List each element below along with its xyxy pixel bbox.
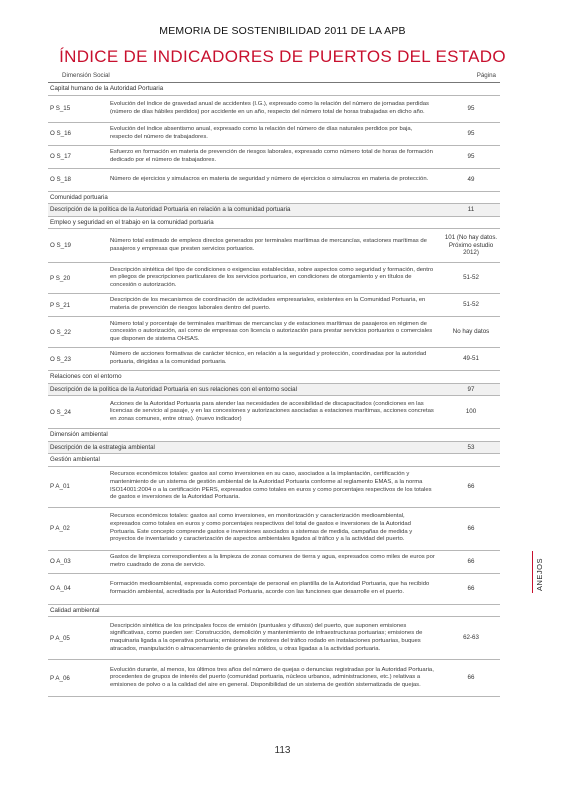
indicator-row	[48, 169, 500, 192]
indicator-page: 95	[467, 152, 475, 160]
indicator-page: 49	[467, 175, 475, 183]
indicator-code: O S_18	[50, 176, 71, 183]
section-row	[48, 384, 500, 397]
indicator-row	[48, 508, 500, 551]
indicator-page: 66	[467, 524, 475, 532]
indicator-table	[48, 83, 500, 697]
indicator-page: 100	[465, 408, 477, 416]
indicator-page: 101 (No hay datos. Próximo estudio 2012)	[444, 234, 498, 257]
section-row	[48, 454, 500, 467]
indicator-row	[48, 146, 500, 169]
page-number: 113	[274, 745, 291, 756]
section-label: Descripción de la política de la Autoridad Portuaria en relación a la comunidad portuaria	[50, 206, 291, 214]
indicator-code: O A_03	[50, 558, 71, 565]
indicator-page: 95	[467, 129, 475, 137]
indicator-description: Recursos económicos totales: gastos así como inversiones, en monitorización y caracterización medioambiental, expresados como totales en euros y como porcentajes respectivos del total de gastos e inversiones de la Autoridad Portuaria. Este concepto comprende gastos e inversiones asociados a sistemas de medida, campañas de medida y proyectos de inventariado y caracterización de aspectos ambientales ligados al tráfico y a la actividad del puerto.	[110, 513, 413, 543]
page-title: ÍNDICE DE INDICADORES DE PUERTOS DEL ESTADO	[59, 47, 506, 66]
indicator-description: Descripción sintética de los principales focos de emisión (puntuales y difusos) del puerto, que suponen emisiones significativas, como pueden ser: Construcción, demolición y mantenimiento de infraestructuras portuarias; emisiones de maquinaria ligada a la operativa portuaria; emisiones de motores del tráfico rodado en instalaciones portuarias, buques atracados, manipulación o almacenamiento de gráneles sólidos, u otras ligadas a la actividad portuaria.	[110, 622, 423, 652]
section-row	[48, 442, 500, 455]
indicator-code: P A_06	[50, 674, 70, 682]
section-tab-label: ANEJOS	[535, 557, 544, 591]
indicator-row	[48, 348, 500, 371]
section-page: 97	[467, 385, 475, 393]
section-label: Empleo y seguridad en el trabajo en la comunidad portuaria	[50, 218, 214, 226]
indicator-description: Gastos de limpieza correspondientes a la limpieza de zonas comunes de tierra y agua, expresados como miles de euros por metro cuadrado de zona de servicio.	[110, 553, 435, 568]
indicator-code: P A_05	[50, 634, 70, 642]
indicator-code: O S_17	[50, 153, 71, 160]
indicator-row	[48, 574, 500, 605]
report-header: MEMORIA DE SOSTENIBILIDAD 2011 DE LA APB	[159, 25, 406, 37]
indicator-row	[48, 467, 500, 508]
section-label: Descripción de la estrategia ambiental	[50, 443, 155, 451]
indicator-row	[48, 396, 500, 429]
section-row	[48, 371, 500, 384]
indicator-description: Descripción sintética del tipo de condiciones o exigencias establecidas, sobre aspectos como seguridad y formación, dentro en pliegos de prescripciones particulares de los servicios portuarios, en condiciones de otorgamiento y en títulos de concesión o autorización.	[110, 266, 434, 288]
section-row	[48, 204, 500, 217]
indicator-page: 51-52	[463, 301, 479, 309]
indicator-row	[48, 551, 500, 574]
section-label: Descripción de la política de la Autoridad Portuaria en sus relaciones con el entorno social	[50, 385, 297, 393]
indicator-description: Recursos económicos totales: gastos así como inversiones en su caso, asociados a la implantación, certificación y mantenimiento de un sistema de gestión ambiental de la Autoridad Portuaria conforme al reglamento EMAS, a la norma ISO14001:2004 o a la certificación PERS, expresados como totales en euros y como porcentajes respectivos de los totales de gastos e inversiones de la Autoridad Portuaria.	[110, 471, 432, 501]
section-label: Dimensión ambiental	[50, 431, 108, 439]
indicator-page: 49-51	[463, 355, 479, 363]
indicator-row	[48, 294, 500, 317]
indicator-description: Formación medioambiental, expresada como porcentaje de personal en plantilla de la Autoridad Portuaria, que ha recibido formación ambiental, acreditada por la Autoridad Portuaria, acorde con las funciones que desarrolle en el puerto.	[110, 580, 430, 595]
section-row	[48, 217, 500, 230]
section-row	[48, 192, 500, 205]
page-column-header: Página	[476, 72, 496, 79]
indicator-page: 62-63	[463, 634, 479, 642]
indicator-page: 66	[467, 674, 475, 682]
indicator-page: 66	[467, 482, 475, 490]
indicator-page: No hay datos	[452, 328, 490, 336]
indicator-description: Esfuerzo en formación en materia de prevención de riesgos laborales, expresado como número total de horas de formación dedicado por el número de trabajadores.	[110, 148, 433, 163]
section-row	[48, 429, 500, 442]
section-page: 11	[467, 206, 475, 214]
indicator-code: P A_02	[50, 525, 70, 532]
indicator-row	[48, 96, 500, 123]
indicator-page: 51-52	[463, 274, 479, 282]
section-page: 53	[467, 443, 475, 451]
indicator-row	[48, 263, 500, 294]
section-label: Calidad ambiental	[50, 606, 100, 614]
indicator-page: 95	[467, 104, 475, 112]
indicator-page: 66	[467, 584, 475, 592]
section-label: Relaciones con el entorno	[50, 373, 122, 381]
indicator-code: O S_22	[50, 328, 71, 336]
indicator-description: Número total y porcentaje de terminales marítimas de mercancías y de estaciones marítimas de pasajeros en régimen de concesión o autorización, así como de empresas con licencia o autorización para prestar servicios portuarios o comerciales que disponen de sistema OHSAS.	[110, 320, 433, 342]
indicator-code: P S_15	[50, 105, 71, 112]
section-label: Gestión ambiental	[50, 456, 100, 464]
indicator-code: P S_20	[50, 274, 71, 282]
indicator-description: Número total estimado de empleos directos generados por terminales marítimas de mercancías, estaciones marítimas de pasajeros y empresas que presten servicios portuarios.	[110, 237, 427, 252]
indicator-description: Número de acciones formativas de carácter técnico, en relación a la seguridad y protección, coordinadas por la autoridad portuaria, dirigidas a la comunidad portuaria.	[110, 351, 427, 365]
section-tab	[532, 551, 547, 593]
indicator-code: O S_23	[50, 355, 71, 363]
indicator-row	[48, 617, 500, 660]
section-label: Capital humano de la Autoridad Portuaria	[50, 85, 164, 93]
indicator-description: Acciones de la Autoridad Portuaria para atender las necesidades de accesibilidad de discapacitados (condiciones en las licencias de servicio al pasaje, y en las concesiones y autorizaciones asociadas a estaciones marítimas, acciones concretas en zonas comunes, entre otras). (nuevo indicador)	[110, 400, 434, 422]
indicator-code: O S_19	[50, 242, 71, 249]
indicator-row	[48, 660, 500, 697]
indicator-code: O A_04	[50, 585, 71, 592]
indicator-description: Número de ejercicios y simulacros en materia de seguridad y número de ejercicios o simulacros en materia de protección.	[110, 175, 429, 182]
column-headers	[48, 72, 500, 82]
indicator-code: O S_24	[50, 408, 71, 416]
section-row	[48, 83, 500, 96]
section-row	[48, 605, 500, 618]
section-label: Comunidad portuaria	[50, 193, 108, 201]
indicator-row	[48, 123, 500, 146]
dimension-column-header: Dimensión Social	[62, 72, 110, 79]
indicator-description: Evolución del índice de gravedad anual de accidentes (I.G.), expresado como la relación del número de jornadas perdidas (número de días hábiles perdidos) por accidente en un año, respecto del número total de horas trabajadas en dicho año.	[110, 100, 429, 115]
indicator-description: Evolución durante, al menos, los últimos tres años del número de quejas o denuncias registradas por la Autoridad Portuaria, procedentes de grupos de interés del puerto (comunidad portuaria, núcleos urbanos, administraciones, etc.) relativas a emisiones de polvo o a la calidad del aire en general. Disponibilidad de un sistema de gestión sistematizada de quejas.	[110, 666, 434, 688]
indicator-row	[48, 317, 500, 348]
indicator-code: P S_21	[50, 301, 71, 309]
indicator-code: O S_16	[50, 130, 71, 137]
indicator-description: Descripción de los mecanismos de coordinación de actividades empresariales, existentes en la Comunidad Portuaria, en materia de prevención de riesgos laborales dentro del puerto.	[110, 297, 426, 311]
indicator-code: P A_01	[50, 483, 70, 490]
indicator-description: Evolución del índice absentismo anual, expresado como la relación del número de días naturales perdidos por baja, respecto del número de trabajadores.	[110, 125, 413, 140]
indicator-row	[48, 229, 500, 263]
indicator-page: 66	[467, 557, 475, 565]
